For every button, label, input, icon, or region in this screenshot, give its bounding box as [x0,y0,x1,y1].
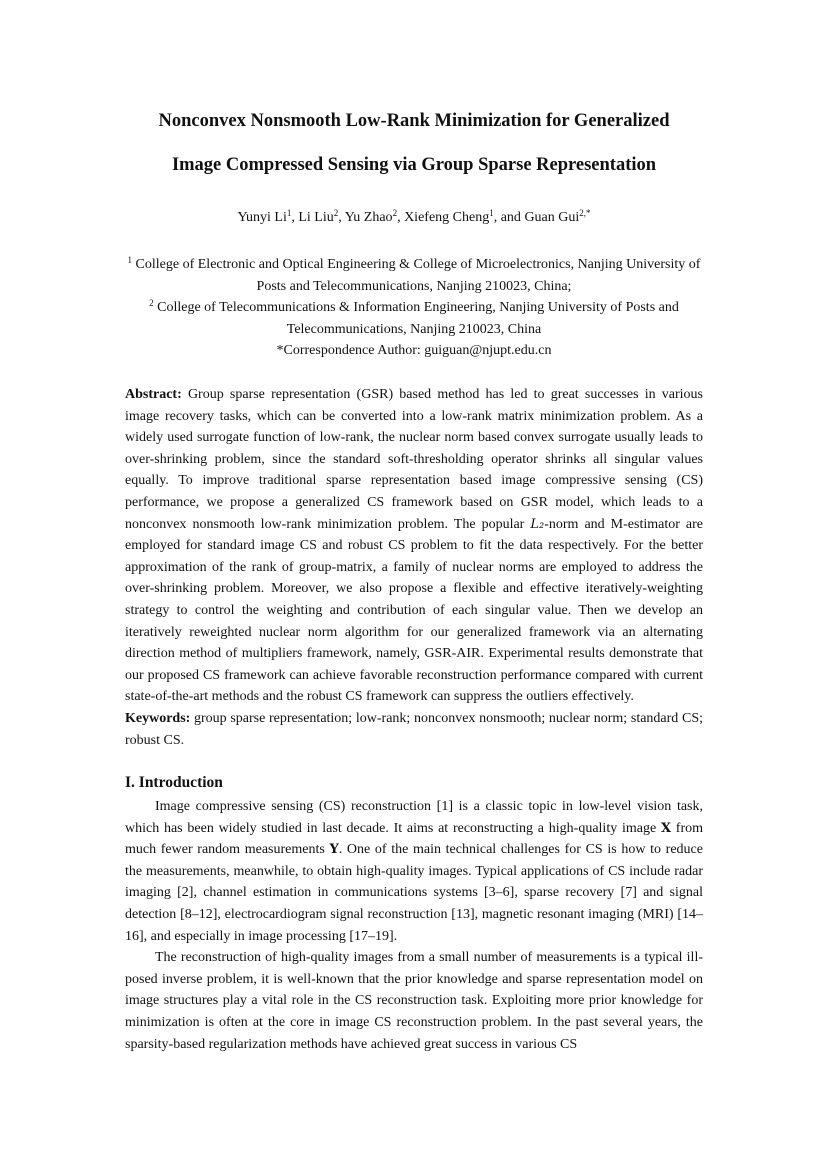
math-l2-norm: L₂ [530,516,545,532]
symbol-x: X [660,820,672,836]
abstract-block [125,384,703,751]
section-heading-introduction: I. Introduction [125,774,223,791]
affiliations [120,254,708,362]
abstract-text-part-1: Group sparse representation (GSR) based method has led to great successes in various image recovery tasks, which can be converted into a low-rank matrix minimization problem. As a widely used surrogate function of low-rank, the nuclear norm based convex surrogate usually leads to over-shrinking problem, since the standard soft-thresholding operator shrinks all singular values equally. To improve traditional sparse representation based image compressive sensing (CS) performance, we propose a generalized CS framework based on GSR model, which leads to a nonconvex nonsmooth low-rank minimization problem. The popular [125,387,703,532]
abstract-label: Abstract: [125,387,182,402]
author-affiliation-mark: 2 [392,208,398,218]
affiliation-text: College of Electronic and Optical Engineering & College of Microelectronics, Nanjing University of Posts and Telecommunications, Nanjing 210023, China; [132,257,701,294]
author-affiliation-mark: 2 [333,208,339,218]
body-text: Image compressive sensing (CS) reconstruction [1] is a classic topic in low-level vision task, which has been widely studied in last decade. It aims at reconstructing a high-quality image [125,799,703,836]
affiliation-mark: 1 [127,255,133,265]
author-name: Guan Gui [524,210,580,225]
author-conjunction: and [500,210,521,225]
body-paragraph-2: The reconstruction of high-quality images from a small number of measurements is a typical ill-posed inverse problem, it is well-known that the prior knowledge and sparse representation model on image structures play a vital role in the CS reconstruction task. Exploiting more prior knowledge for minimization is often at the core in image CS reconstruction problem. In the past several years, the sparsity-based regularization methods have achieved great success in various CS [125,950,703,1052]
body-text: . One of the main technical challenges for CS is how to reduce the measurements, meanwhile, to obtain high-quality images. Typical applications of CS include radar imaging [2], channel estimation in communications systems [3–6], sparse recovery [7] and signal detection [8–12], electrocardiogram signal reconstruction [13], magnetic resonant imaging (MRI) [14–16], and especially in image processing [17–19]. [125,842,703,944]
affiliation-mark: 2 [149,298,154,308]
author-name: Li Liu [298,210,334,225]
affiliation-1 [120,254,708,297]
author-affiliation-mark: 1 [489,208,494,218]
paper-title-line-1: Nonconvex Nonsmooth Low-Rank Minimization for Generalized [158,111,670,131]
author-name: Yu Zhao [344,210,393,225]
author-list: Yunyi Li$^1$, Li Liu$^2$, Yu Zhao$^2$, Xiefeng Cheng$^1$, and Guan Gui$^{2,*}$ [237,208,591,225]
abstract-text-part-2: -norm and M-estimator are employed for standard image CS and robust CS problem to fit the data respectively. For the better approximation of the rank of group-matrix, a family of nuclear norms are employed to address the over-shrinking problem. Moreover, we also propose a flexible and effective iteratively-weighting strategy to control the weighting and contribution of each singular value. Then we develop an iteratively reweighted nuclear norm algorithm for our generalized framework via an alternating direction method of multipliers framework, namely, GSR-AIR. Experimental results demonstrate that our proposed CS framework can achieve favorable reconstruction performance compared with current state-of-the-art methods and the robust CS framework can suppress the outliers effectively. [125,516,703,705]
author-affiliation-mark: 2,* [579,208,591,218]
body-paragraph-1 [125,796,703,947]
body-text: from much fewer random measurements [125,820,704,858]
author-name: Xiefeng Cheng [404,210,490,225]
symbol-y: Y [329,842,339,858]
correspondence-line: *Correspondence Author: guiguan@njupt.edu.cn [276,343,552,358]
keywords-paragraph [125,708,703,751]
author-affiliation-mark: 1 [286,208,292,218]
paper-title-line-2: Image Compressed Sensing via Group Sparse Representation [171,155,657,175]
keywords-label: Keywords: [125,710,191,726]
author-name: Yunyi Li [237,210,287,225]
keywords-text: group sparse representation; low-rank; nonconvex nonsmooth; nuclear norm; standard CS; robust CS. [125,710,703,748]
affiliation-text: College of Telecommunications & Information Engineering, Nanjing University of Posts and Telecommunications, Nanjing 210023, China [153,300,679,337]
abstract-paragraph [125,384,703,708]
introduction-body [125,796,703,1055]
affiliation-2 [120,297,708,340]
